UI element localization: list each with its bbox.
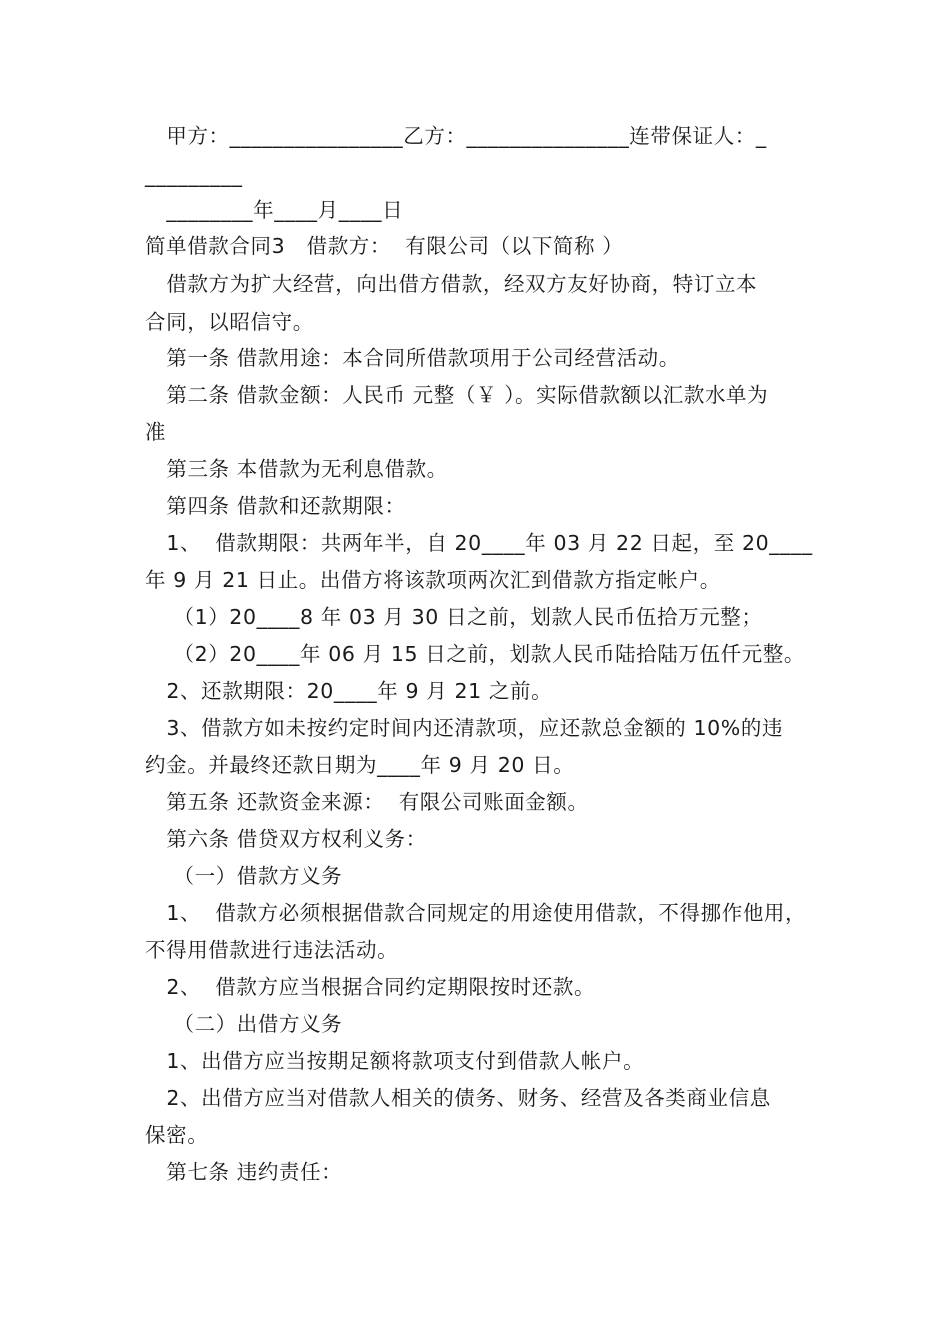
document-title: 简单借款合同3 借款方： 有限公司（以下简称 ） <box>145 234 624 258</box>
clause-line: 年 9 月 21 日止。出借方将该款项两次汇到借款方指定帐户。 <box>145 568 721 592</box>
clause-line: （1）20____8 年 03 月 30 日之前，划款人民币伍拾万元整； <box>145 605 763 629</box>
section-heading: （二）出借方义务 <box>145 1012 343 1036</box>
preamble-line: 借款方为扩大经营，向出借方借款，经双方友好协商，特订立本 <box>145 272 758 296</box>
article-line: 第四条 借款和还款期限： <box>145 494 406 518</box>
article-line: 第六条 借贷双方权利义务： <box>145 827 427 851</box>
preamble-line: 合同，以昭信守。 <box>145 310 314 334</box>
clause-line: 保密。 <box>145 1123 209 1147</box>
clause-line: 2、 借款方应当根据合同约定期限按时还款。 <box>145 975 596 999</box>
date-line: ________年____月____日 <box>145 198 404 222</box>
article-line: 第二条 借款金额：人民币 元整（￥ ）。实际借款额以汇款水单为 <box>145 383 769 407</box>
clause-line: 约金。并最终还款日期为____年 9 月 20 日。 <box>145 753 575 777</box>
signature-line-continued: _________ <box>145 163 243 187</box>
clause-line: 2、出借方应当对借款人相关的债务、财务、经营及各类商业信息 <box>145 1086 771 1110</box>
clause-line: 3、借款方如未按约定时间内还清款项，应还款总金额的 10%的违 <box>145 716 784 740</box>
clause-line: 1、 借款方必须根据借款合同规定的用途使用借款，不得挪作他用， <box>145 901 807 925</box>
signature-line-parties: 甲方：________________乙方：_______________连带保证人：_ <box>145 124 767 148</box>
section-heading: （一）借款方义务 <box>145 864 343 888</box>
article-line: 第三条 本借款为无利息借款。 <box>145 457 448 481</box>
clause-line: 1、出借方应当按期足额将款项支付到借款人帐户。 <box>145 1049 645 1073</box>
clause-line: 不得用借款进行违法活动。 <box>145 938 399 962</box>
clause-line: （2）20____年 06 月 15 日之前，划款人民币陆拾陆万伍仟元整。 <box>145 642 806 666</box>
article-line: 第五条 还款资金来源： 有限公司账面金额。 <box>145 790 589 814</box>
article-line: 第七条 违约责任： <box>145 1160 343 1184</box>
article-line: 第一条 借款用途：本合同所借款项用于公司经营活动。 <box>145 346 680 370</box>
clause-line: 2、还款期限：20____年 9 月 21 之前。 <box>145 679 553 703</box>
clause-line: 1、 借款期限：共两年半，自 20____年 03 月 22 日起，至 20____ <box>145 531 813 555</box>
article-line: 准 <box>145 420 167 444</box>
